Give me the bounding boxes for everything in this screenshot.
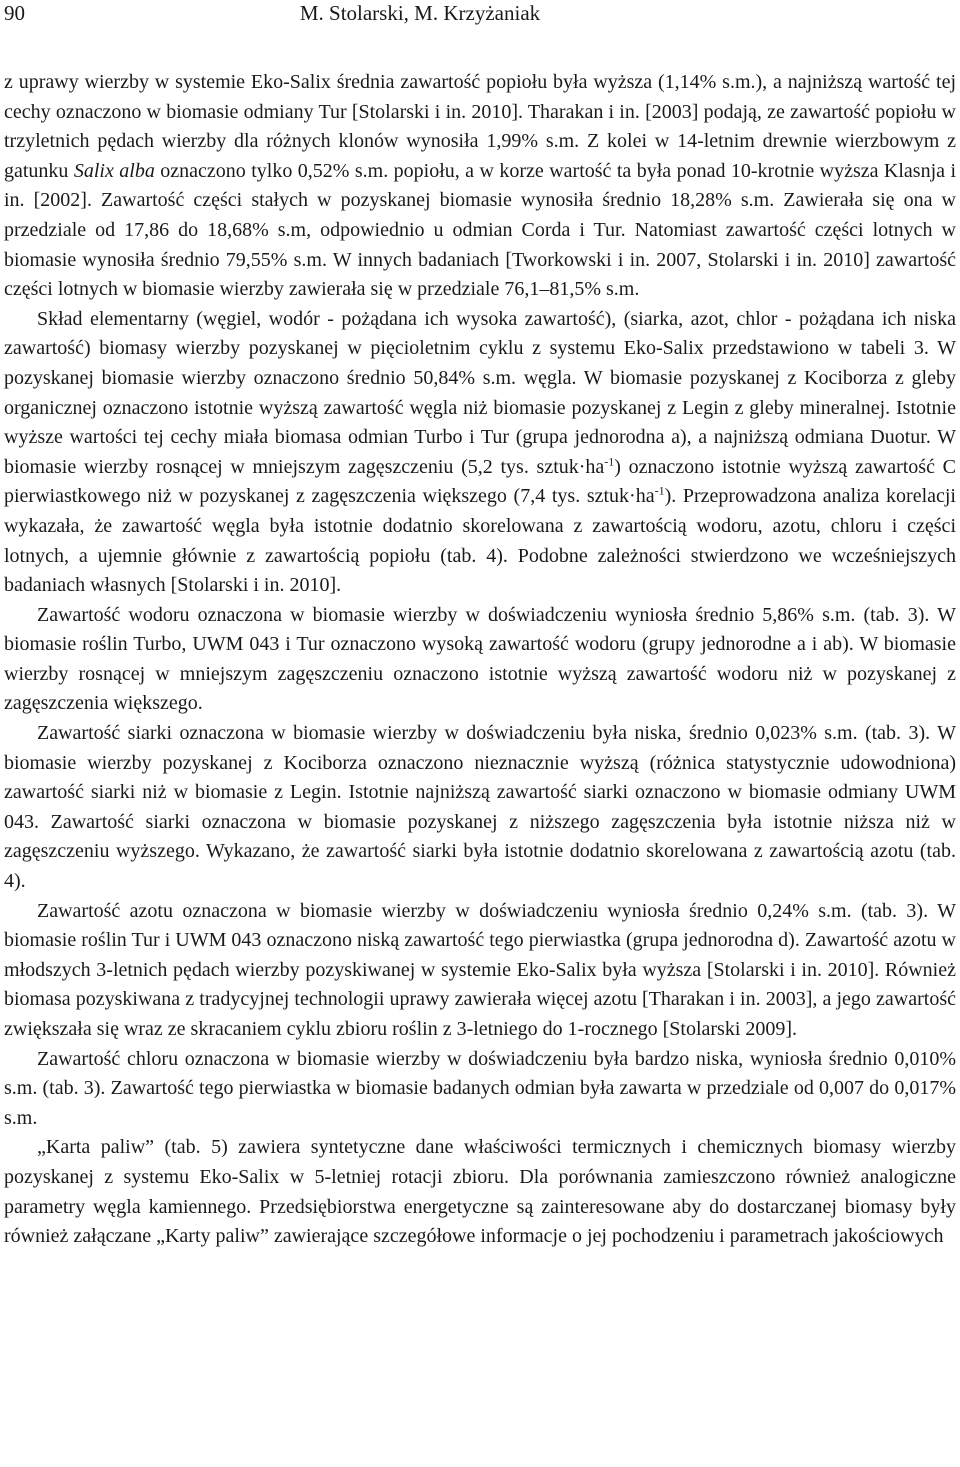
paragraph [4,601,956,719]
paragraph-text: Zawartość siarki oznaczona w biomasie wierzby w doświadczeniu była niska, średnio 0,023% s.m. (tab. 3). W biomasie wierzby pozyskanej z Kociborza oznaczono nieznacznie wyższą (różnica statystycznie udowodniona) zawartość siarki niż w biomasie z Legin. Istotnie najniższą zawartość siarki oznaczono w biomasie odmiany UWM 043. Zawartość siarki oznaczona w biomasie pozyskanej z niższego zagęszczenia była istotnie niższa niż w zagęszczeniu wyższego. Wykazano, że zawartość siarki była istotnie dodatnio skorelowana z zawartością azotu (tab. 4). [4,722,956,893]
paragraph [4,1045,956,1134]
paragraph-text: Zawartość azotu oznaczona w biomasie wierzby w doświadczeniu wyniosła średnio 0,24% s.m. (tab. 3). W biomasie roślin Tur i UWM 043 oznaczono niską zawartość tego pierwiastka (grupa jednorodna d). Zawartość azotu w młodszych 3-letnich pędach wierzby pozyskiwanej w systemie Eko-Salix była wyższa [Stolarski i in. 2010]. Również biomasa pozyskiwana z tradycyjnej technologii uprawy zawierała więcej azotu [Tharakan i in. 2003], a jego zawartość zwiększała się wraz ze skracaniem cyklu zbioru roślin z 3-letniego do 1-rocznego [Stolarski 2009]. [4,899,956,1040]
paragraph [4,719,956,897]
paragraph [4,305,956,601]
paragraph-text: z uprawy wierzby w systemie Eko-Salix średnia zawartość popiołu była wyższa (1,14% s.m.), a najniższą wartość tej cechy oznaczono w biomasie odmiany Tur [Stolarski i in. 2010]. Tharakan i in. [2003] podają, ze zawartość popiołu w trzyletnich pędach wierzby dla różnych klonów wynosiła 1,99% s.m. Z kolei w 14-letnim drewnie wierzbowym z gatunku [4,71,956,182]
page-number: 90 [4,1,25,25]
paragraph [4,897,956,1045]
paragraph-text: oznaczono tylko 0,52% s.m. popiołu, a w korze wartość ta była ponad 10-krotnie wyższa Klasnja i in. [2002]. Zawartość części stałych w pozyskanej biomasie wynosiła średnio 18,28% s.m. Zawierała się ona w przedziale od 17,86 do 18,68% s.m, odpowiednio u odmian Corda i Tur. Natomiast zawartość części lotnych w biomasie wynosiła średnio 79,55% s.m. W innych badaniach [Tworkowski i in. 2007, Stolarski i in. 2010] zawartość części lotnych w biomasie wierzby zawierała się w przedziale 76,1–81,5% s.m. [4,159,957,301]
paragraph-text: Zawartość wodoru oznaczona w biomasie wierzby w doświadczeniu wyniosła średnio 5,86% s.m. (tab. 3). W biomasie roślin Turbo, UWM 043 i Tur oznaczono wysoką zawartość wodoru (grupy jednorodne a i ab). W biomasie wierzby rosnącej w mniejszym zagęszczeniu oznaczono istotnie wyższą zawartość wodoru niż w pozyskanej z zagęszczenia większego. [4,603,956,715]
paragraph-text: Skład elementarny (węgiel, wodór - pożądana ich wysoka zawartość), (siarka, azot, chlor - pożądana ich niska zawartość) biomasy wierzby pozyskanej w pięcioletnim cyklu z systemu Eko-Salix przedstawiono w tabeli 3. W pozyskanej biomasie wierzby oznaczono średnio 50,84% s.m. węgla. W biomasie pozyskanej z Kociborza z gleby organicznej oznaczono istotnie wyższą zawartość węgla niż biomasie pozyskanej z Legin z gleby mineralnej. Istotnie wyższe wartości tej cechy miała biomasa odmian Turbo i Tur (grupa jednorodna a), a najniższą odmiana Duotur. W biomasie wierzby rosnącej w mniejszym zagęszczeniu (5,2 tys. sztuk·ha [4,307,956,478]
superscript: -1 [604,454,615,469]
italic-species-name: Salix alba [73,159,155,182]
article-body [4,68,956,1252]
paragraph-text: ) oznaczono istotnie wyższą zawartość C pierwiastkowego niż w pozyskanej z zagęszczenia większego (7,4 tys. sztuk·ha [4,455,956,508]
paragraph-text: „Karta paliw” (tab. 5) zawiera syntetyczne dane właściwości termicznych i chemicznych biomasy wierzby pozyskanej z systemu Eko-Salix w 5-letniej rotacji zbioru. Dla porównania zamieszczono również analogiczne parametry węgla kamiennego. Przedsiębiorstwa energetyczne są zainteresowane aby do dostarczanej biomasy były również załączane „Karty paliw” zawierające szczegółowe informacje o jej pochodzeniu i parametrach jakościowych [4,1136,956,1248]
paragraph-text: ). Przeprowadzona analiza korelacji wykazała, że zawartość węgla była istotnie dodatnio skorelowana z zawartością wodoru, azotu, chloru i części lotnych, a ujemnie głównie z zawartością popiołu (tab. 4). Podobne zależności stwierdzono we wcześniejszych badaniach własnych [Stolarski i in. 2010]. [4,485,956,597]
running-head-authors: M. Stolarski, M. Krzyżaniak [299,1,541,25]
superscript: -1 [654,483,665,498]
paragraph-text: Zawartość chloru oznaczona w biomasie wierzby w doświadczeniu była bardzo niska, wyniosła średnio 0,010% s.m. (tab. 3). Zawartość tego pierwiastka w biomasie badanych odmian była zawarta w przedziale od 0,007 do 0,017% s.m. [4,1047,956,1129]
paragraph [4,1133,956,1251]
paragraph [4,68,956,305]
running-header [4,0,956,44]
